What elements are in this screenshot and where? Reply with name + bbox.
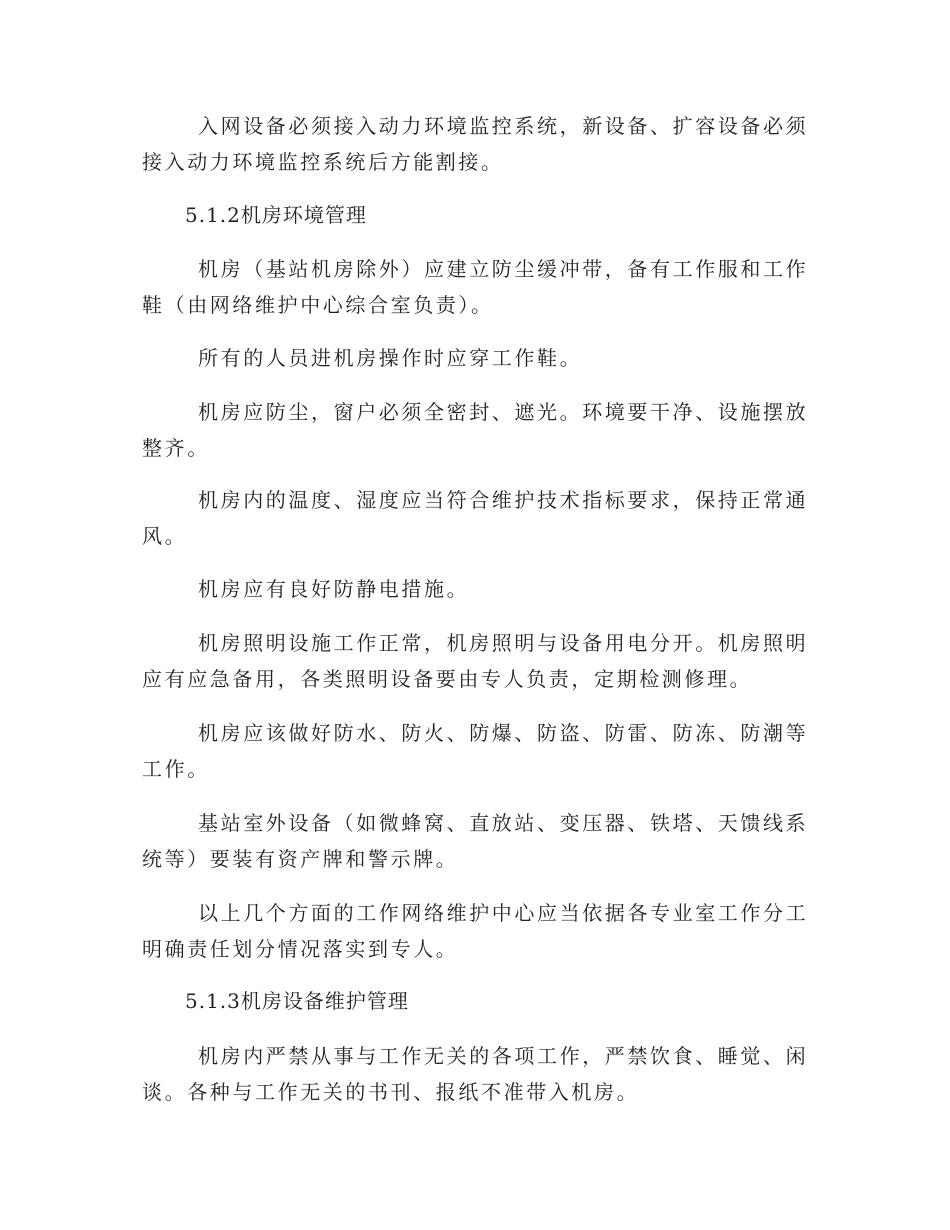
section-heading-5-1-3: 5.1.3机房设备维护管理 [185, 989, 409, 1013]
paragraph-lighting: 机房照明设施工作正常，机房照明与设备用电分开。机房照明应有应急备用，各类照明设备要由专人负责，定期检测修理。 [142, 631, 809, 691]
paragraph-prohibited-activities: 机房内严禁从事与工作无关的各项工作，严禁饮食、睡觉、闲谈。各种与工作无关的书刊、报纸不准带入机房。 [142, 1044, 809, 1104]
paragraph-protection: 机房应该做好防水、防火、防爆、防盗、防雷、防冻、防潮等工作。 [142, 721, 809, 781]
section-heading-5-1-2: 5.1.2机房环境管理 [185, 203, 367, 227]
paragraph-outdoor-equipment: 基站室外设备（如微蜂窝、直放站、变压器、铁塔、天馈线系统等）要装有资产牌和警示牌。 [142, 811, 809, 871]
paragraph-work-shoes: 所有的人员进机房操作时应穿工作鞋。 [198, 346, 583, 370]
paragraph-antistatic: 机房应有良好防静电措施。 [198, 577, 470, 601]
paragraph-dust-buffer: 机房（基站机房除外）应建立防尘缓冲带，备有工作服和工作鞋（由网络维护中心综合室负责）。 [142, 257, 809, 317]
paragraph-temperature-humidity: 机房内的温度、湿度应当符合维护技术指标要求，保持正常通风。 [142, 488, 809, 548]
paragraph-dustproof: 机房应防尘，窗户必须全密封、遮光。环境要干净、设施摆放整齐。 [142, 400, 809, 460]
paragraph-device-monitoring: 入网设备必须接入动力环境监控系统，新设备、扩容设备必须接入动力环境监控系统后方能割接。 [142, 114, 809, 174]
paragraph-responsibility: 以上几个方面的工作网络维护中心应当依据各专业室工作分工明确责任划分情况落实到专人。 [142, 901, 809, 961]
